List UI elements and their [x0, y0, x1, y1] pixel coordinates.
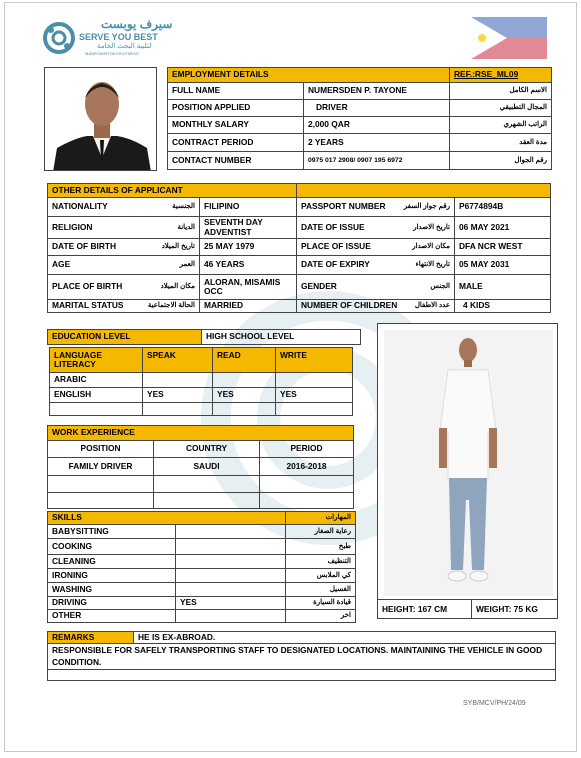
date-of-birth-label: DATE OF BIRTH: [52, 241, 117, 252]
washing-arabic: الغسيل: [286, 583, 356, 597]
height-value: HEIGHT: 167 CM: [382, 604, 448, 614]
weight-field: [472, 599, 558, 619]
employment-header: EMPLOYMENT DETAILS: [168, 68, 450, 83]
language-blank: [50, 403, 143, 416]
driving-label: DRIVING: [48, 597, 176, 610]
place-of-birth-arabic: مكان الميلاد: [160, 283, 195, 291]
age-arabic: العمر: [179, 261, 195, 269]
language-literacy-header: LANGUAGE LITERACY: [50, 348, 143, 373]
language-blank-cell: [143, 403, 213, 416]
company-logo: [41, 17, 171, 59]
date-of-expiry-arabic: تاريخ الانتهاء: [415, 261, 450, 269]
skills-header-arabic: المهارات: [286, 512, 356, 525]
cooking-arabic: طبخ: [286, 539, 356, 555]
washing-value: [176, 583, 286, 597]
position-column-header: POSITION: [48, 441, 154, 458]
remarks-table: [47, 631, 556, 681]
age-label: AGE: [52, 259, 71, 270]
remarks-blank: [48, 670, 556, 681]
employment-details-table: [167, 67, 552, 170]
logo-arabic: سيرف يوبست: [101, 17, 173, 31]
gender-label: GENDER: [301, 281, 337, 292]
contract-period-value: 2 YEARS: [304, 134, 450, 152]
marital-status-arabic: الحالة الاجتماعية: [147, 302, 195, 310]
philippine-flag-icon: [471, 17, 547, 59]
babysitting-value: [176, 525, 286, 539]
applicant-headshot: [44, 67, 157, 171]
cleaning-arabic: التنظيف: [286, 555, 356, 569]
read-header: READ: [213, 348, 276, 373]
country-column-header: COUNTRY: [154, 441, 260, 458]
date-of-issue-value: 06 MAY 2021: [455, 217, 551, 239]
weight-value: WEIGHT: 75 KG: [476, 604, 538, 614]
work-blank-cell: [260, 493, 354, 509]
gender-value: MALE: [455, 275, 551, 300]
footer-reference: SYB/MCV/PH/24/09: [463, 700, 526, 707]
remarks-value: HE IS EX-ABROAD.: [134, 632, 556, 644]
ironing-arabic: كي الملابس: [286, 569, 356, 583]
logo-english: SERVE YOU BEST: [79, 32, 158, 42]
ironing-value: [176, 569, 286, 583]
date-of-expiry-label: DATE OF EXPIRY: [301, 259, 370, 270]
nationality-label: NATIONALITY: [52, 201, 108, 212]
contract-period-arabic: مدة العقد: [450, 134, 552, 152]
arabic-write: [276, 373, 353, 388]
work-blank-cell: [154, 476, 260, 493]
write-header: WRITE: [276, 348, 353, 373]
passport-number-value: P6774894B: [455, 198, 551, 217]
contract-period-label: CONTRACT PERIOD: [168, 134, 304, 152]
place-of-birth-value: ALORAN, MISAMIS OCC: [200, 275, 297, 300]
height-field: [378, 599, 472, 619]
place-of-issue-value: DFA NCR WEST: [455, 239, 551, 256]
religion-value: SEVENTH DAY ADVENTIST: [200, 217, 297, 239]
place-of-issue-arabic: مكان الاصدار: [412, 243, 450, 251]
logo-tagline: MANPOWER RECRUITMENT: [85, 51, 140, 56]
language-arabic: ARABIC: [50, 373, 143, 388]
driving-value: YES: [176, 597, 286, 610]
full-name-arabic: الاسم الكامل: [450, 83, 552, 100]
date-of-expiry-value: 05 MAY 2031: [455, 256, 551, 275]
religion-label: RELIGION: [52, 221, 93, 232]
language-table: [49, 347, 353, 416]
period-column-header: PERIOD: [260, 441, 354, 458]
other-skill-arabic: اخر: [286, 610, 356, 623]
date-of-issue-label: DATE OF ISSUE: [301, 221, 365, 232]
education-level-table: [47, 329, 361, 345]
full-body-photo-frame: [377, 323, 558, 619]
full-body-photo: [384, 330, 553, 596]
arabic-read: [213, 373, 276, 388]
speak-header: SPEAK: [143, 348, 213, 373]
cleaning-label: CLEANING: [48, 555, 176, 569]
date-of-birth-arabic: تاريخ الميلاد: [161, 243, 195, 251]
position-applied-value: DRIVER: [304, 100, 450, 117]
work-experience-header: WORK EXPERIENCE: [48, 426, 354, 441]
work-blank-cell: [48, 476, 154, 493]
work-country: SAUDI: [154, 458, 260, 476]
remarks-label: REMARKS: [48, 632, 134, 644]
work-period: 2016-2018: [260, 458, 354, 476]
monthly-salary-label: MONTHLY SALARY: [168, 117, 304, 134]
work-experience-table: [47, 425, 354, 509]
work-blank-cell: [48, 493, 154, 509]
date-of-issue-arabic: تاريخ الاصدار: [413, 223, 450, 231]
passport-number-arabic: رقم جواز السفر: [403, 203, 450, 211]
place-of-issue-label: PLACE OF ISSUE: [301, 241, 371, 252]
position-applied-arabic: المجال التطبيقي: [450, 100, 552, 117]
full-name-value: NUMERSDEN P. TAYONE: [304, 83, 450, 100]
language-english: ENGLISH: [50, 388, 143, 403]
document-page: [4, 2, 577, 752]
full-name-label: FULL NAME: [168, 83, 304, 100]
logo-emblem-icon: [41, 19, 77, 57]
work-blank-cell: [260, 476, 354, 493]
cleaning-value: [176, 555, 286, 569]
language-blank-cell: [276, 403, 353, 416]
skills-table: [47, 511, 356, 623]
nationality-value: FILIPINO: [200, 198, 297, 217]
contact-number-label: CONTACT NUMBER: [168, 152, 304, 170]
number-of-children-value: 4 KIDS: [455, 300, 551, 313]
number-of-children-label: NUMBER OF CHILDREN: [301, 300, 398, 311]
english-write: YES: [276, 388, 353, 403]
number-of-children-arabic: عدد الاطفال: [414, 302, 450, 310]
babysitting-arabic: رعاية الصغار: [286, 525, 356, 539]
other-skill-value: [176, 610, 286, 623]
place-of-birth-label: PLACE OF BIRTH: [52, 281, 123, 292]
gender-arabic: الجنس: [430, 283, 450, 291]
nationality-arabic: الجنسية: [172, 203, 195, 211]
contact-number-value: 0975 017 2908/ 0907 195 6972: [304, 152, 450, 170]
cooking-value: [176, 539, 286, 555]
work-blank-cell: [154, 493, 260, 509]
monthly-salary-value: 2,000 QAR: [304, 117, 450, 134]
passport-number-label: PASSPORT NUMBER: [301, 201, 386, 212]
other-details-table: [47, 183, 551, 313]
english-read: YES: [213, 388, 276, 403]
logo-sub-arabic: لتلبية البحث الخامة: [97, 43, 152, 50]
education-level-label: EDUCATION LEVEL: [48, 330, 202, 345]
language-blank-cell: [213, 403, 276, 416]
reference-number: REF.:RSE_ML09: [450, 68, 552, 83]
babysitting-label: BABYSITTING: [48, 525, 176, 539]
work-position: FAMILY DRIVER: [48, 458, 154, 476]
other-details-header-blank: [297, 184, 551, 198]
remarks-detail: RESPONSIBLE FOR SAFELY TRANSPORTING STAFF TO DESIGNATED LOCATIONS. MAINTAINING THE VEHICLE IN GOOD CONDITION.: [48, 644, 556, 670]
age-value: 46 YEARS: [200, 256, 297, 275]
ironing-label: IRONING: [48, 569, 176, 583]
religion-arabic: الديانة: [177, 223, 195, 231]
contact-number-arabic: رقم الجوال: [450, 152, 552, 170]
skills-header: SKILLS: [48, 512, 286, 525]
washing-label: WASHING: [48, 583, 176, 597]
arabic-speak: [143, 373, 213, 388]
cooking-label: COOKING: [48, 539, 176, 555]
other-details-header: OTHER DETAILS OF APPLICANT: [48, 184, 297, 198]
english-speak: YES: [143, 388, 213, 403]
driving-arabic: قيادة السيارة: [286, 597, 356, 610]
date-of-birth-value: 25 MAY 1979: [200, 239, 297, 256]
marital-status-value: MARRIED: [200, 300, 297, 313]
education-level-value: HIGH SCHOOL LEVEL: [202, 330, 361, 345]
monthly-salary-arabic: الراتب الشهري: [450, 117, 552, 134]
position-applied-label: POSITION APPLIED: [168, 100, 304, 117]
other-skill-label: OTHER: [48, 610, 176, 623]
marital-status-label: MARITAL STATUS: [52, 300, 124, 311]
